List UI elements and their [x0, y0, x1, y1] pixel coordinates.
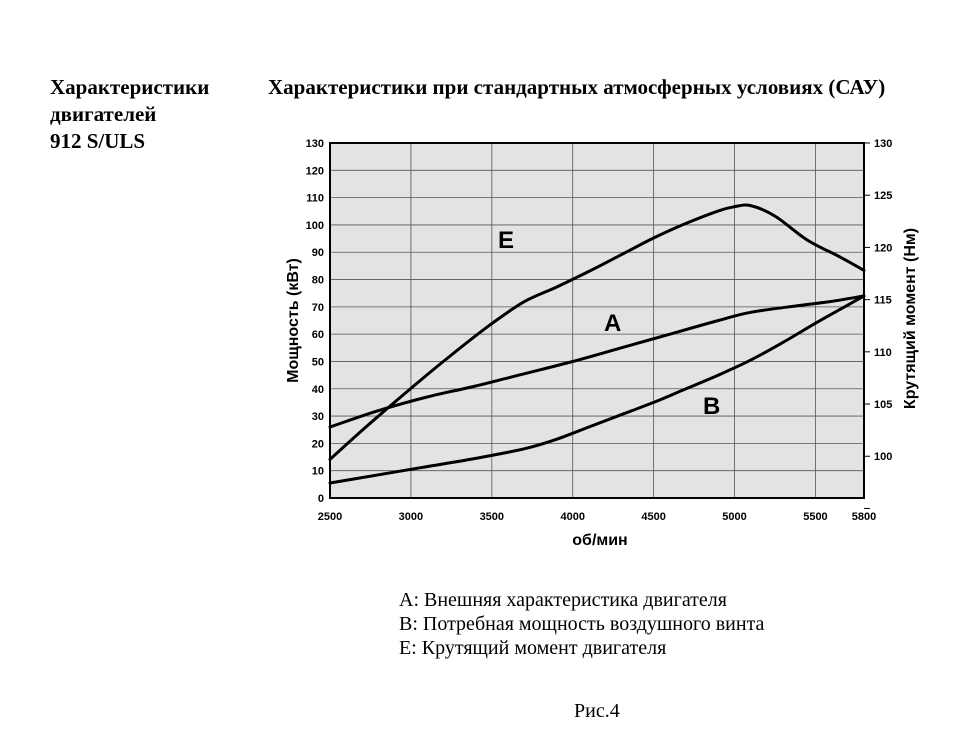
y2-axis-title: Крутящий момент (Нм) — [902, 227, 919, 410]
x-tick-label: 2500 — [317, 511, 343, 523]
figure-caption: Рис.4 — [574, 700, 620, 722]
y2-tick-label: 100 — [874, 451, 893, 464]
x-tick-label: 5800 — [851, 511, 877, 523]
chart-heading: Характеристики при стандартных атмосферных условиях (САУ) — [268, 75, 886, 99]
side-title-line-1: Характеристики — [50, 75, 210, 99]
x-axis-title: об/мин — [572, 532, 628, 549]
y-tick-label: 50 — [311, 356, 324, 369]
x-tick-label: 5000 — [722, 511, 747, 523]
legend-item-e: E: Крутящий момент двигателя — [399, 637, 667, 659]
side-title-line-3: 912 S/ULS — [50, 129, 146, 153]
y-axis-title: Мощность (кВт) — [285, 258, 302, 383]
y-tick-label: 80 — [311, 274, 324, 287]
legend-item-a: A: Внешняя характеристика двигателя — [399, 589, 727, 611]
y2-tick-label: 105 — [874, 399, 893, 412]
curve-label-e: E — [498, 227, 515, 254]
plot-area — [330, 143, 864, 498]
x-tick-label: 4000 — [560, 511, 585, 523]
x-tick-label: 4500 — [641, 511, 666, 523]
y-tick-label: 110 — [306, 192, 324, 205]
y-tick-label: 70 — [311, 301, 324, 314]
y-tick-label: 130 — [305, 138, 324, 150]
y-tick-label: 100 — [305, 219, 324, 232]
y2-tick-label: 120 — [874, 242, 893, 255]
x-tick-label: 3500 — [479, 511, 505, 523]
side-title-line-2: двигателей — [50, 102, 157, 126]
y-tick-label: 20 — [311, 438, 324, 451]
y-tick-label: 90 — [311, 247, 324, 260]
y2-tick-label: 130 — [874, 138, 893, 150]
legend — [399, 588, 764, 660]
y2-tick-label: 115 — [874, 294, 892, 307]
curve-label-b: B — [703, 393, 721, 420]
y-tick-label: 10 — [311, 465, 324, 478]
y-tick-label: 120 — [305, 165, 324, 178]
y-tick-label: 60 — [311, 329, 324, 342]
x-tick-label: 3000 — [398, 511, 424, 523]
x-tick-label: 5500 — [803, 511, 828, 523]
y-tick-label: 0 — [317, 493, 324, 505]
y2-tick-label: 125 — [874, 190, 893, 203]
y2-tick-label: 110 — [874, 346, 892, 359]
y-tick-label: 40 — [311, 383, 324, 396]
curve-label-a: A — [604, 310, 622, 337]
legend-item-b: B: Потребная мощность воздушного винта — [399, 613, 765, 635]
y-tick-label: 30 — [311, 411, 324, 424]
